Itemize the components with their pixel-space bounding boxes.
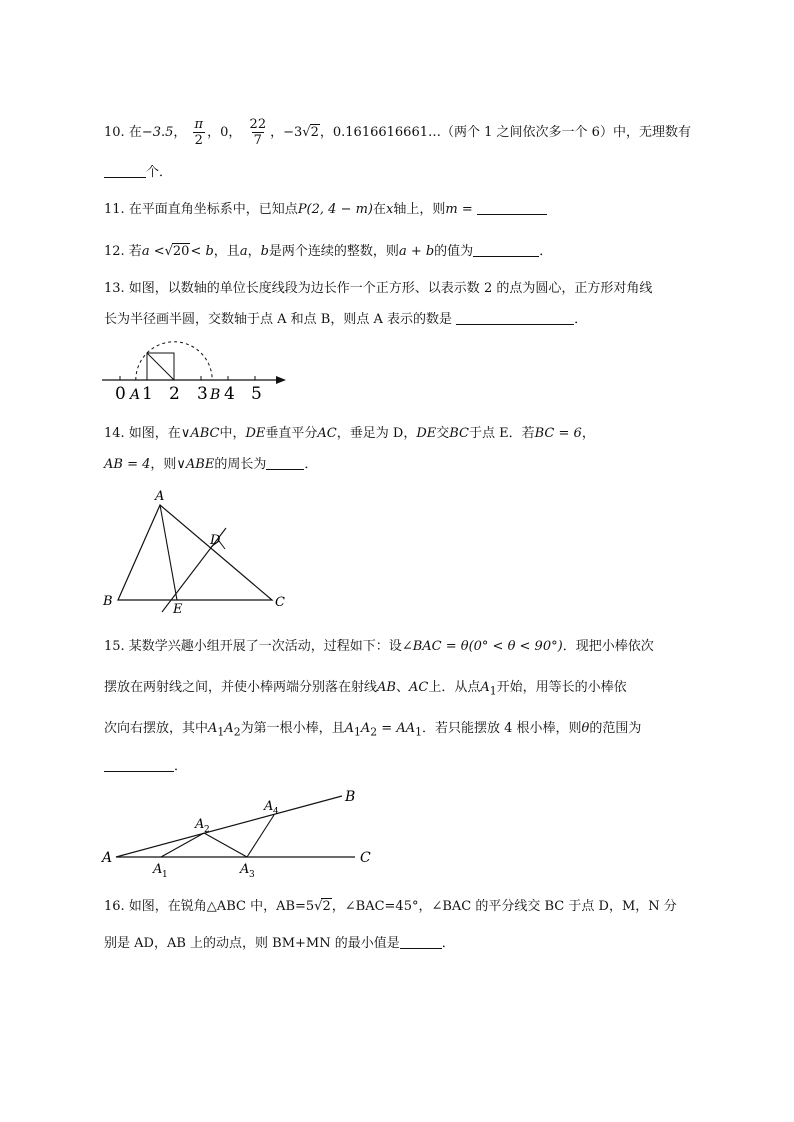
question-15-line-4: ．: [104, 757, 704, 777]
tick-label-5: 5: [251, 384, 262, 404]
vertex-label-b: B: [345, 789, 356, 805]
question-13-line-1: 13. 如图，以数轴的单位长度线段为边长作一个正方形、以表示数 2 的点为圆心，正方形对角线: [104, 281, 653, 296]
vertex-label-c: C: [275, 595, 285, 610]
sticks-angle-figure: [100, 786, 380, 882]
point-label-e: E: [173, 602, 183, 617]
point-label-d: D: [210, 533, 221, 548]
sqrt-sign-icon: √: [314, 899, 323, 914]
point-label-a4-sub: 4: [273, 807, 279, 817]
answer-blank-16[interactable]: [400, 934, 442, 949]
question-14-line-1: 14. 如图，在∨ABC中，DE垂直平分AC，垂足为 D，DE交BC于点 E．若BC = 6，: [104, 426, 595, 441]
question-13-line-2: 长为半径画半圆，交数轴于点 A 和点 B，则点 A 表示的数是 ．: [104, 312, 588, 327]
question-15-line-2: 摆放在两射线之间，并使小棒两端分别落在射线AB、AC上．从点$A_1$开始，用等长的小棒依: [104, 680, 627, 698]
question-10-line-1: 10. 在−3.5， $\frac{\pi}{2}$ ，0， $\frac{22}{7}$ ，−3√2，0.1616616661…（两个 1 之间依次多一个 6）中，无理数有: [104, 117, 691, 148]
vertex-label-a: A: [102, 850, 113, 866]
question-16-line-1: 16. 如图，在锐角△ABC 中，AB=5√2，∠BAC=45°，∠BAC 的平分线交 BC 于点 D，M，N 分: [104, 899, 677, 914]
answer-blank-11[interactable]: [477, 200, 547, 215]
square-diagonal: [147, 353, 174, 380]
question-11: 11. 在平面直角坐标系中，已知点P(2, 4 − m)在x轴上，则m =: [104, 200, 704, 220]
tick-label-3: 3: [197, 384, 208, 404]
point-label-a: A: [130, 387, 141, 403]
question-15-line-1: 15. 某数学兴趣小组开展了一次活动，过程如下：设∠BAC = θ(0° < θ < 90°)．现把小棒依次: [104, 639, 654, 654]
tick-label-0: 0: [115, 384, 126, 404]
arrow-right-icon: [276, 376, 286, 384]
point-label-a1-sub: 1: [162, 870, 168, 880]
point-label-a2-sub: 2: [204, 825, 210, 835]
answer-blank-15[interactable]: [104, 757, 174, 772]
point-label-a1: A: [153, 862, 163, 877]
question-12: 12. 若a <√20< b，且a，b是两个连续的整数，则a + b的值为 ．: [104, 244, 553, 259]
tick-label-2: 2: [169, 384, 180, 404]
answer-blank-14[interactable]: [266, 455, 304, 470]
question-16-line-2: 别是 AD，AB 上的动点，则 BM+MN 的最小值是 ．: [104, 936, 455, 951]
ray-ab: [116, 796, 342, 857]
answer-blank-12[interactable]: [473, 242, 539, 257]
point-label-a4: A: [264, 799, 274, 814]
number-line-figure: [100, 340, 290, 406]
sqrt-sign-icon: √: [302, 125, 311, 140]
vertex-label-b: B: [103, 594, 113, 609]
answer-blank-10[interactable]: [104, 163, 146, 178]
tick-label-4: 4: [224, 384, 235, 404]
point-label-a2: A: [195, 817, 205, 832]
point-label-b: B: [210, 387, 221, 403]
question-10-line-2: 个．: [104, 163, 704, 183]
sqrt-sign-icon: √: [164, 244, 173, 259]
fraction-22-over-7: $\frac{22}{7}$: [249, 117, 267, 148]
vertex-label-a: A: [155, 489, 165, 504]
tick-label-1: 1: [142, 384, 153, 404]
answer-blank-13[interactable]: [456, 310, 574, 325]
question-15-line-3: 次向右摆放，其中$A_1A_2$为第一根小棒，且$A_1A_2 = AA_1$．若只能摆放 4 根小棒，则θ的范围为: [104, 721, 642, 739]
vertex-label-c: C: [360, 850, 371, 866]
point-label-a3: A: [240, 862, 250, 877]
question-14-line-2: AB = 4，则∨ABE的周长为 ．: [104, 457, 318, 472]
fraction-pi-over-2: $\frac{\pi}{2}$: [194, 117, 204, 148]
triangle-abe-figure: [100, 486, 300, 616]
point-label-a3-sub: 3: [249, 870, 255, 880]
